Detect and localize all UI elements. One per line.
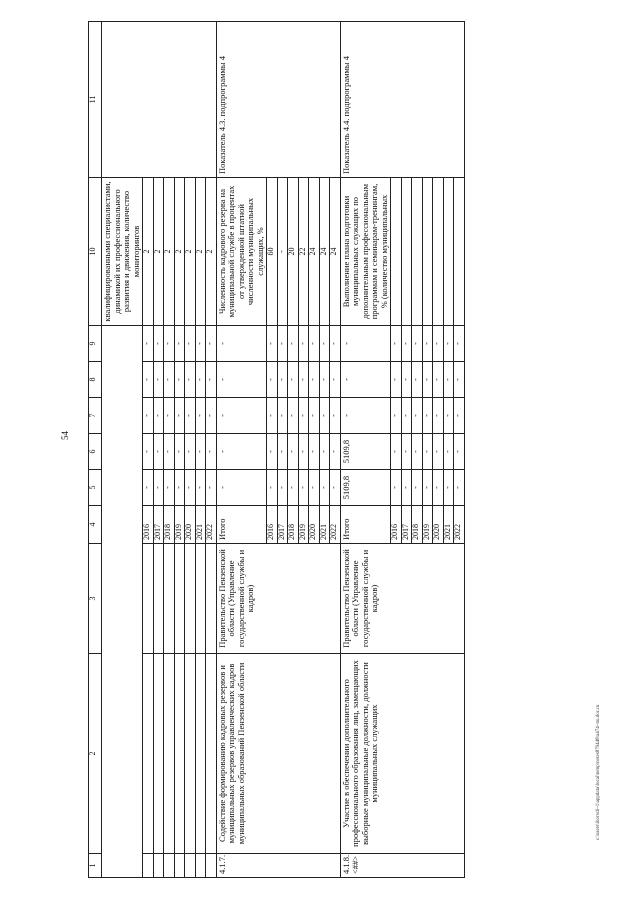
dash-cell: - — [143, 434, 154, 470]
cell-empty — [195, 654, 206, 854]
dash-cell: - — [330, 398, 341, 434]
dash-cell: - — [443, 398, 454, 434]
cell-empty — [174, 654, 185, 854]
page-number: 54 — [60, 431, 70, 440]
dash-cell: - — [143, 470, 154, 506]
total-value: 5109,8 — [340, 470, 391, 506]
value-cell: 24 — [330, 178, 341, 326]
cell-empty — [153, 544, 164, 654]
dash-cell: - — [267, 434, 278, 470]
dash-cell: - — [330, 434, 341, 470]
dash-cell: - — [319, 470, 330, 506]
dash-cell: - — [267, 470, 278, 506]
dash-cell: - — [330, 470, 341, 506]
dash-cell: - — [401, 470, 412, 506]
year-cell: 2018 — [288, 506, 299, 544]
indicator-text: Выполнение плана подготовки муниципальных служащих по дополнительным профессиональным программам и семинарам-тренингам, % (количество муниципальных — [340, 178, 391, 326]
total-value: - — [216, 434, 267, 470]
value-cell: 2 — [185, 178, 196, 326]
year-cell: 2017 — [153, 506, 164, 544]
dash-cell: - — [288, 326, 299, 362]
cell-empty — [164, 654, 175, 854]
dash-cell: - — [391, 434, 402, 470]
dash-cell: - — [319, 362, 330, 398]
dash-cell: - — [298, 470, 309, 506]
dash-cell: - — [433, 398, 444, 434]
dash-cell: - — [433, 362, 444, 398]
dash-cell: - — [433, 470, 444, 506]
activity-name: Содействие формированию кадровых резервов и муниципальных резервов управленческих кадров муниципальных образований Пензенской области — [216, 654, 340, 854]
row-number — [216, 854, 340, 878]
cell-empty — [195, 854, 206, 878]
value-cell: 60 — [267, 178, 278, 326]
value-cell-empty — [391, 178, 402, 326]
dash-cell: - — [195, 362, 206, 398]
year-cell: 2019 — [298, 506, 309, 544]
indicator-text: квалифицированными специалистами, динамикой их профессионального развития и движения, количество мониторингов — [102, 178, 143, 326]
dash-cell: - — [153, 362, 164, 398]
cell-empty — [102, 22, 217, 178]
cell-empty — [143, 854, 154, 878]
total-value: - — [216, 398, 267, 434]
dash-cell: - — [391, 470, 402, 506]
dash-cell: - — [422, 434, 433, 470]
total-value: - — [340, 398, 391, 434]
dash-cell: - — [412, 362, 423, 398]
row-number-note: <##> — [350, 855, 361, 874]
file-path-footer: c:\users\iborodi~1\appdata\local\temp\notes879448\a474~nu.doc.ru — [596, 704, 601, 840]
dash-cell: - — [174, 326, 185, 362]
dash-cell: - — [267, 398, 278, 434]
indicator-reference: Показатель 4.4. подпрограммы 4 — [340, 22, 464, 178]
row-number-text: 4.1.8. — [340, 854, 351, 874]
year-cell: 2020 — [309, 506, 320, 544]
dash-cell: - — [422, 470, 433, 506]
dash-cell: - — [443, 326, 454, 362]
column-number-header: 8 — [89, 362, 102, 398]
cell-empty — [174, 854, 185, 878]
cell-empty — [143, 544, 154, 654]
cell-empty — [102, 326, 143, 878]
dash-cell: - — [288, 362, 299, 398]
dash-cell: - — [309, 470, 320, 506]
cell-empty — [185, 654, 196, 854]
dash-cell: - — [195, 434, 206, 470]
year-cell: 2016 — [391, 506, 402, 544]
value-cell: 24 — [309, 178, 320, 326]
cell-empty — [164, 544, 175, 654]
dash-cell: - — [206, 434, 217, 470]
dash-cell: - — [185, 434, 196, 470]
dash-cell: - — [164, 434, 175, 470]
dash-cell: - — [174, 398, 185, 434]
year-cell: 2021 — [195, 506, 206, 544]
value-cell: 22 — [298, 178, 309, 326]
dash-cell: - — [164, 362, 175, 398]
dash-cell: - — [401, 434, 412, 470]
dash-cell: - — [422, 326, 433, 362]
dash-cell: - — [298, 398, 309, 434]
value-cell: 24 — [319, 178, 330, 326]
year-cell: 2020 — [433, 506, 444, 544]
total-value: - — [216, 326, 267, 362]
dash-cell: - — [153, 398, 164, 434]
dash-cell: - — [143, 362, 154, 398]
dash-cell: - — [153, 326, 164, 362]
dash-cell: - — [298, 434, 309, 470]
cell-empty — [206, 544, 217, 654]
value-cell: 2 — [206, 178, 217, 326]
dash-cell: - — [454, 470, 465, 506]
dash-cell: - — [288, 434, 299, 470]
dash-cell: - — [143, 398, 154, 434]
dash-cell: - — [206, 470, 217, 506]
dash-cell: - — [277, 326, 288, 362]
activity-name: Участие в обеспечении дополнительного профессионального образования лиц, замещающих выборные муниципальные должности, должности муниципальных служащих — [340, 654, 464, 854]
dash-cell: - — [206, 326, 217, 362]
value-cell: 2 — [174, 178, 185, 326]
cell-empty — [195, 544, 206, 654]
dash-cell: - — [330, 362, 341, 398]
dash-cell: - — [330, 326, 341, 362]
dash-cell: - — [433, 434, 444, 470]
dash-cell: - — [309, 434, 320, 470]
dash-cell: - — [267, 326, 278, 362]
dash-cell: - — [422, 398, 433, 434]
value-cell: 2 — [153, 178, 164, 326]
dash-cell: - — [391, 362, 402, 398]
dash-cell: - — [391, 326, 402, 362]
dash-cell: - — [309, 362, 320, 398]
dash-cell: - — [443, 470, 454, 506]
year-cell: 2022 — [330, 506, 341, 544]
dash-cell: - — [277, 398, 288, 434]
dash-cell: - — [153, 434, 164, 470]
total-label: Итого — [340, 506, 391, 544]
value-cell-empty — [401, 178, 412, 326]
dash-cell: - — [143, 326, 154, 362]
dash-cell: - — [412, 326, 423, 362]
row-number-text: 4.1.7. — [216, 854, 227, 874]
row-number — [340, 854, 464, 878]
cell-empty — [153, 654, 164, 854]
year-cell: 2016 — [143, 506, 154, 544]
cell-empty — [206, 654, 217, 854]
column-number-header: 10 — [89, 178, 102, 326]
cell-empty — [153, 854, 164, 878]
cell-empty — [164, 854, 175, 878]
dash-cell: - — [443, 434, 454, 470]
dash-cell: - — [185, 398, 196, 434]
dash-cell: - — [277, 434, 288, 470]
dash-cell: - — [309, 398, 320, 434]
dash-cell: - — [174, 362, 185, 398]
value-cell: - — [277, 178, 288, 326]
rotated-table-stage — [88, 22, 604, 878]
dash-cell: - — [454, 362, 465, 398]
year-cell: 2016 — [267, 506, 278, 544]
year-cell: 2019 — [174, 506, 185, 544]
dash-cell: - — [164, 470, 175, 506]
value-cell-empty — [433, 178, 444, 326]
dash-cell: - — [454, 434, 465, 470]
dash-cell: - — [422, 362, 433, 398]
year-cell: 2022 — [206, 506, 217, 544]
dash-cell: - — [319, 434, 330, 470]
year-cell: 2020 — [185, 506, 196, 544]
total-value: - — [216, 362, 267, 398]
column-number-header: 7 — [89, 398, 102, 434]
dash-cell: - — [433, 326, 444, 362]
dash-cell: - — [277, 362, 288, 398]
year-cell: 2022 — [454, 506, 465, 544]
dash-cell: - — [267, 362, 278, 398]
dash-cell: - — [412, 470, 423, 506]
total-value: 5109,8 — [340, 434, 391, 470]
year-cell: 2021 — [443, 506, 454, 544]
dash-cell: - — [174, 470, 185, 506]
dash-cell: - — [195, 398, 206, 434]
year-cell: 2017 — [277, 506, 288, 544]
total-value: - — [340, 362, 391, 398]
total-label: Итого — [216, 506, 267, 544]
year-cell: 2021 — [319, 506, 330, 544]
dash-cell: - — [206, 398, 217, 434]
dash-cell: - — [443, 362, 454, 398]
dash-cell: - — [164, 326, 175, 362]
value-cell-empty — [412, 178, 423, 326]
dash-cell: - — [185, 326, 196, 362]
dash-cell: - — [401, 398, 412, 434]
dash-cell: - — [288, 470, 299, 506]
value-cell: 20 — [288, 178, 299, 326]
dash-cell: - — [206, 362, 217, 398]
dash-cell: - — [454, 326, 465, 362]
dash-cell: - — [319, 326, 330, 362]
dash-cell: - — [195, 470, 206, 506]
dash-cell: - — [454, 398, 465, 434]
indicator-text: Численность кадрового резерва на муниципальной службе в процентах от утвержденной штатной численности муниципальных служащих, % — [216, 178, 267, 326]
program-table — [88, 21, 465, 878]
column-number-header: 3 — [89, 544, 102, 654]
total-value: - — [216, 470, 267, 506]
executor: Правительство Пензенской области (Управление государственной службы и кадров) — [340, 544, 464, 654]
column-number-header: 1 — [89, 854, 102, 878]
cell-empty — [206, 854, 217, 878]
value-cell: 2 — [164, 178, 175, 326]
value-cell-empty — [454, 178, 465, 326]
year-cell: 2018 — [412, 506, 423, 544]
value-cell-empty — [422, 178, 433, 326]
value-cell: 2 — [143, 178, 154, 326]
column-number-header: 2 — [89, 654, 102, 854]
value-cell: 2 — [195, 178, 206, 326]
total-value: - — [340, 326, 391, 362]
dash-cell: - — [174, 434, 185, 470]
column-number-header: 9 — [89, 326, 102, 362]
column-number-header: 6 — [89, 434, 102, 470]
year-cell: 2019 — [422, 506, 433, 544]
cell-empty — [174, 544, 185, 654]
dash-cell: - — [298, 326, 309, 362]
column-number-header: 5 — [89, 470, 102, 506]
year-cell: 2018 — [164, 506, 175, 544]
cell-empty — [143, 654, 154, 854]
cell-empty — [185, 854, 196, 878]
dash-cell: - — [391, 398, 402, 434]
column-number-header: 4 — [89, 506, 102, 544]
dash-cell: - — [195, 326, 206, 362]
cell-empty — [185, 544, 196, 654]
column-number-header: 11 — [89, 22, 102, 178]
dash-cell: - — [401, 326, 412, 362]
indicator-reference: Показатель 4.3. подпрограммы 4 — [216, 22, 340, 178]
year-cell: 2017 — [401, 506, 412, 544]
dash-cell: - — [153, 470, 164, 506]
dash-cell: - — [164, 398, 175, 434]
dash-cell: - — [298, 362, 309, 398]
dash-cell: - — [412, 434, 423, 470]
executor: Правительство Пензенской области (Управление государственной службы и кадров) — [216, 544, 340, 654]
dash-cell: - — [319, 398, 330, 434]
dash-cell: - — [277, 470, 288, 506]
dash-cell: - — [412, 398, 423, 434]
dash-cell: - — [185, 362, 196, 398]
dash-cell: - — [309, 326, 320, 362]
value-cell-empty — [443, 178, 454, 326]
dash-cell: - — [288, 398, 299, 434]
dash-cell: - — [401, 362, 412, 398]
dash-cell: - — [185, 470, 196, 506]
